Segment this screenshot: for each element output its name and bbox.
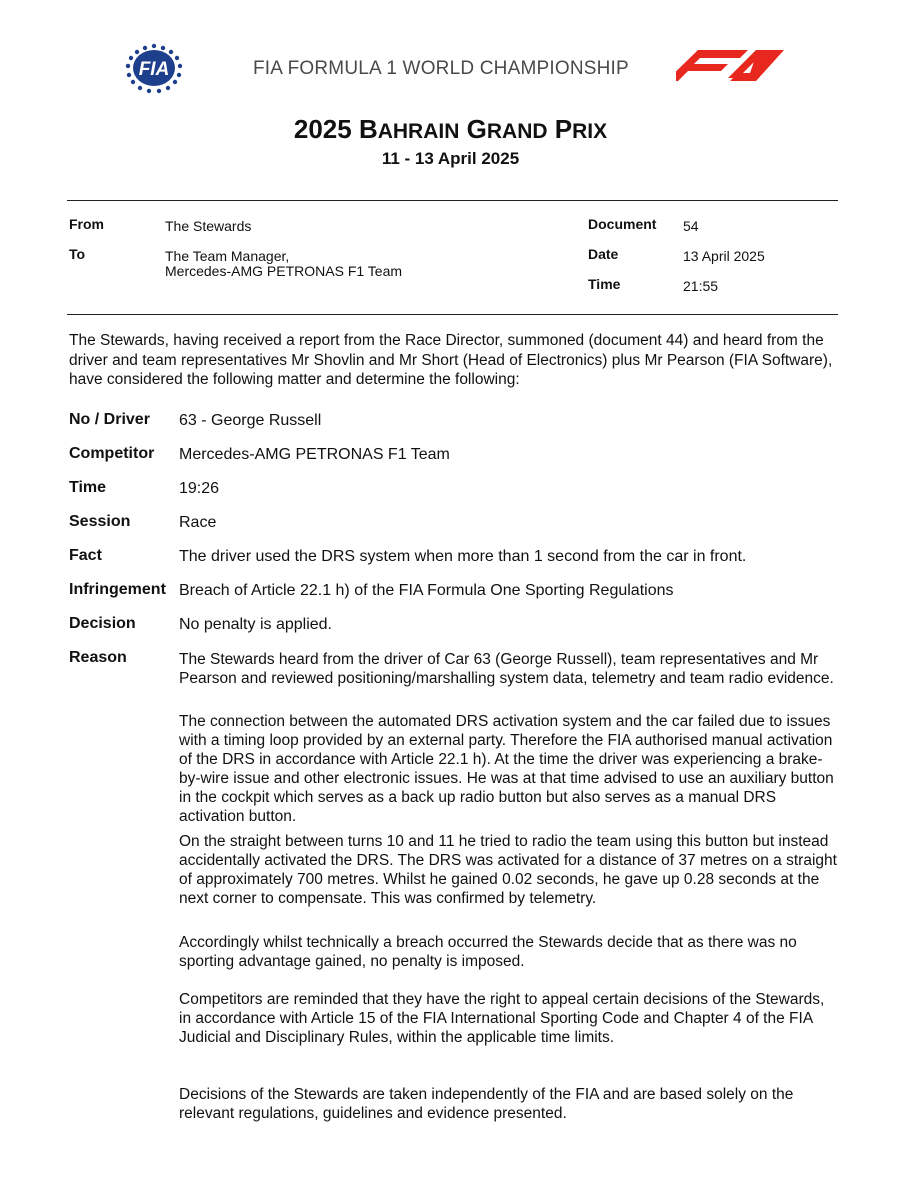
driver-label: No / Driver	[69, 411, 150, 428]
event-dates: 11 - 13 April 2025	[381, 149, 520, 168]
to-label: To	[69, 246, 86, 262]
to-line-1: The Team Manager,	[165, 248, 290, 264]
date-value: 13 April 2025	[683, 248, 765, 264]
driver-value: 63 - George Russell	[179, 412, 322, 429]
reason-paragraph-2: The connection between the automated DRS activation system and the car failed due to issues with a timing loop provided by an external party. Therefore the FIA authorised manual activation of the DRS in accordance with Article 22.1 h). At the time the driver was experiencing a brake-by-wire issue and other electronic issues. He was at that time advised to use an auxiliary button in the cockpit which serves as a back up radio button but also serves as a manual DRS activation button.	[179, 713, 834, 825]
time-label: Time	[588, 276, 621, 292]
header-divider-bottom	[67, 314, 838, 315]
incident-time-value: 19:26	[179, 480, 220, 497]
championship-title: FIA FORMULA 1 WORLD CHAMPIONSHIP	[253, 58, 629, 79]
session-value: Race	[179, 514, 217, 531]
to-line-2: Mercedes-AMG PETRONAS F1 Team	[165, 263, 403, 279]
session-label: Session	[69, 513, 131, 530]
decision-value: No penalty is applied.	[179, 616, 332, 633]
svg-text:FIA: FIA	[138, 59, 170, 80]
incident-time-label: Time	[69, 479, 107, 496]
fact-value: The driver used the DRS system when more than 1 second from the car in front.	[179, 548, 747, 565]
document-value: 54	[683, 218, 699, 234]
appeal-notice-paragraph: Competitors are reminded that they have the right to appeal certain decisions of the Stewards, in accordance with Article 15 of the FIA International Sporting Code and Chapter 4 of the FIA Judicial and Disciplinary Rules, within the applicable time limits.	[179, 991, 825, 1046]
competitor-label: Competitor	[69, 445, 155, 462]
reason-paragraph-4: Accordingly whilst technically a breach occurred the Stewards decide that as there was no sporting advantage gained, no penalty is imposed.	[179, 934, 797, 970]
intro-paragraph: The Stewards, having received a report from the Race Director, summoned (document 44) and heard from the driver and team representatives Mr Shovlin and Mr Short (Head of Electronics) plus Mr Pearson (FIA Software), have considered the following matter and determine the following:	[69, 332, 833, 388]
infringement-value: Breach of Article 22.1 h) of the FIA Formula One Sporting Regulations	[179, 582, 674, 599]
header-divider-top	[67, 200, 838, 201]
competitor-value: Mercedes-AMG PETRONAS F1 Team	[179, 446, 450, 463]
independence-notice-paragraph: Decisions of the Stewards are taken independently of the FIA and are based solely on the relevant regulations, guidelines and evidence presented.	[179, 1086, 794, 1122]
reason-paragraph-3: On the straight between turns 10 and 11 he tried to radio the team using this button but instead accidentally activated the DRS. The DRS was activated for a distance of 37 metres on a straight of approximately 700 metres. Whilst he gained 0.02 seconds, he gave up 0.28 seconds at the next corner to compensate. This was confirmed by telemetry.	[179, 833, 837, 907]
document-label: Document	[588, 216, 657, 232]
event-name: 2025 BAHRAIN GRAND PRIX	[293, 114, 608, 144]
time-value: 21:55	[683, 278, 719, 294]
infringement-label: Infringement	[69, 581, 166, 598]
from-label: From	[69, 216, 104, 232]
from-value: The Stewards	[165, 218, 252, 234]
reason-label: Reason	[69, 649, 127, 666]
decision-label: Decision	[69, 615, 136, 632]
fia-logo	[116, 40, 192, 94]
fact-label: Fact	[69, 547, 102, 564]
f1-logo	[676, 50, 784, 82]
reason-paragraph-1: The Stewards heard from the driver of Car 63 (George Russell), team representatives and Mr Pearson and reviewed positioning/marshalling system data, telemetry and team radio evidence.	[179, 651, 834, 687]
date-label: Date	[588, 246, 619, 262]
